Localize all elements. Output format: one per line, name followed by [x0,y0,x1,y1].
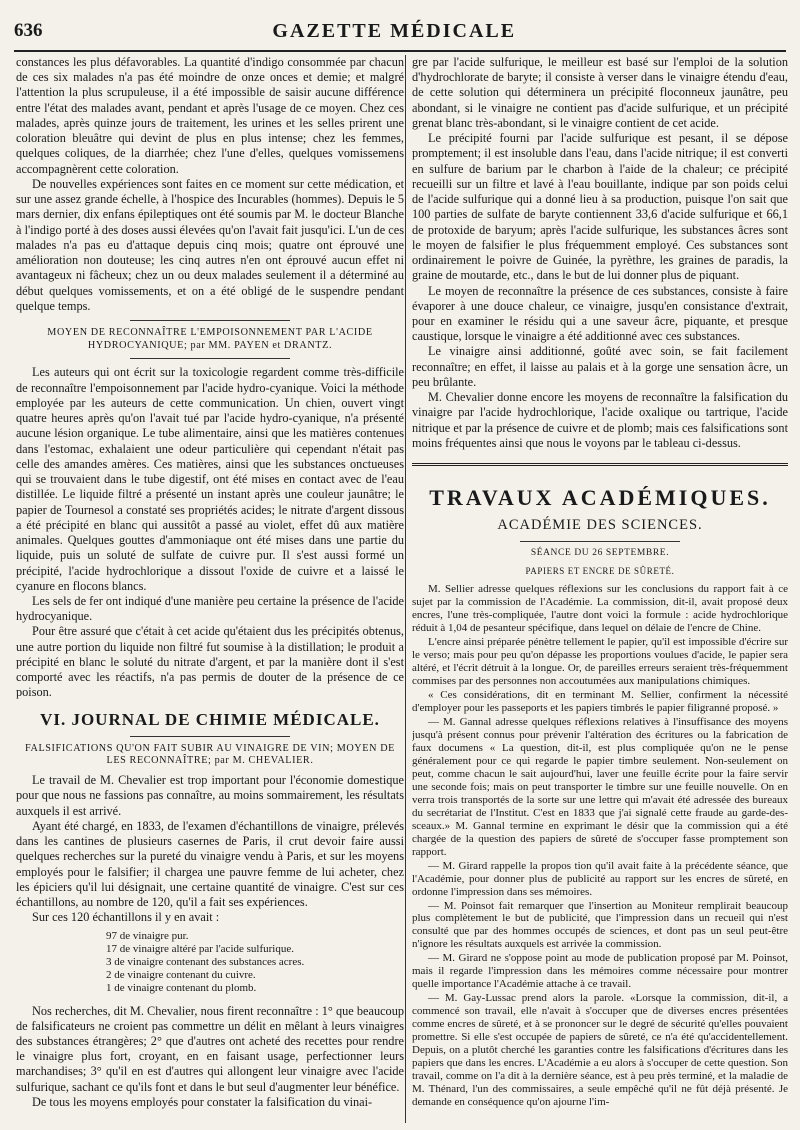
divider [130,736,290,737]
paragraph: — M. Gay-Lussac prend alors la parole. «Lorsque la commission, dit-il, a commencé son travail, elle n'avait à s'occuper que de diverses encres présentées comme encres de sûreté, et à se prononcer sur le degré de sécurité qu'elles pouvaient promettre. Si elle s'est occupée de papiers de sûreté, ce n'a été qu'accidentellement. Depuis, on a plutôt cherché les garanties contre les falsifications d'écritures dans les papiers que dans les encres. L'Académie a eu alors à s'occuper de cette question. Son travail, comme on l'a dit à la dernière séance, est à peu près terminé, et la maladie de M. Thénard, l'un des commissaires, a seule empêché qu'il ne fût déjà présenté. Je demande en conséquence qu'on ajourne l'im- [412,992,788,1109]
paragraph: — M. Girard ne s'oppose point au mode de publication proposé par M. Poinsot, mais il regarde l'impression dans les mémoires comme nécessaire pour montrer quelle importance l'Académie attache à ce travail. [412,952,788,991]
list-item: 17 de vinaigre altéré par l'acide sulfurique. [106,942,294,955]
page-header [14,14,786,48]
paragraph: Pour être assuré que c'était à cet acide qu'étaient dus les précipités obtenus, une autre portion du liquide non filtré fut soumise à la distillation; le produit a précipité en blanc le soluté du nitrate d'argent, et par la manière dont il s'est comporté avec les réactifs, n'a pas permis de douter de la présence de ce poison. [16,624,404,700]
session-date: SÉANCE DU 26 SEPTEMBRE. [530,548,670,559]
list-item: 1 de vinaigre contenant du plomb. [106,982,257,995]
paragraph: « Ces considérations, dit en terminant M. Sellier, confirment la nécessité d'employer pour les passeports et les papiers timbrés le papier filigranné proposé. » [412,689,788,714]
divider [520,541,680,542]
journal-title: GAZETTE MÉDICALE [272,19,517,42]
list-item: 3 de vinaigre contenant des substances acres. [106,955,305,968]
paragraph: gre par l'acide sulfurique, le meilleur est basé sur l'emploi de la solution d'hydrochlorate de baryte; il consiste à verser dans le vinaigre étendu d'eau, de cette solution qui déterminera un précipité floconneux jaunâtre, peu abondant, si le vinaigre ne contient pas d'acide sulfurique, et un précipité grenat blanc très-abondant, si le vinaigre contient de cet acide. [412,55,788,130]
section-heading: VI. JOURNAL DE CHIMIE MÉDICALE. [40,709,380,729]
academie-report [412,583,788,1109]
paragraph: De nouvelles expériences sont faites en ce moment sur cette médication, et sur une assez grande échelle, à l'hospice des Incurables (hommes). Depuis le 5 mars dernier, dix enfans épileptiques ont été soumis par M. le docteur Blanche à l'indigo porté à des doses aussi élevées qu'on l'avait fait jusqu'ici. L'un de ces malades n'a pas eu d'attaque depuis cinq mois; quatre ont éprouvé une amélioration non douteuse; les cinq autres n'en ont éprouvé aucun effet ni avantageux ni fâcheux; chez un ou deux malades seulement il a déterminé au début quelques vomissements, et on a été obligé de le suspendre pendant quelque temps. [16,176,404,313]
paragraph: — M. Gannal adresse quelques réflexions relatives à l'insuffisance des moyens jusqu'à présent connus pour prévenir l'altération des écritures ou la fabrication de faux documens « La question, dit-il, est plus compliquée qu'on ne le pense généralement pour ce qui regarde le papier timbre seulement. Non-seulement on peut, comme chacun le sait aujourd'hui, laver une feuille écrite pour la faire servir une seconde fois; mais on peut transporter le timbre sur une feuille nouvelle. On en verra trois transportés de la sorte sur une lettre qui m'avait été adressée des bureaux du secrétariat de l'Institut. C'est en 1833 que j'ai signalé cette fraude au garde-des-sceaux.» M. Gannal termine en exprimant le désir que la commission qui a été chargée de la question des papiers de sûreté de s'occuper fasse promptement son rapport. [412,715,788,858]
paragraph: — M. Poinsot fait remarquer que l'insertion au Moniteur remplirait beaucoup plus complètement le but de publicité, que l'impression dans un recueil qui n'est consulté que par des hommes occupés de sciences, et dont pas un seul peut-être n'ignore les résultats auxquels est arrivée la commission. [412,899,788,951]
topic-heading: PAPIERS ET ENCRE DE SÛRETÉ. [525,566,675,577]
paragraph: Les sels de fer ont indiqué d'une manière peu certaine la présence de l'acide hydrocyanique. [16,594,404,624]
double-divider [412,463,788,466]
list-item: 2 de vinaigre contenant du cuivre. [106,969,256,982]
header-rule [14,50,786,52]
paragraph: Le moyen de reconnaître la présence de ces substances, consiste à faire évaporer à une douce chaleur, ce vinaigre, jusqu'en consistance d'extrait, pour en examiner le résidu qui a une saveur âcre, piquante, et presque caustique, lorsque le vinaigre a été additionné avec ces substances. [412,283,788,344]
list-item: 97 de vinaigre pur. [106,929,189,942]
divider [130,320,290,321]
left-column [16,55,404,1123]
paragraph: M. Sellier adresse quelques réflexions sur les conclusions du rapport fait à ce sujet par la commission de l'Académie. La commission, dit-il, avait proposé deux encres, l'une très-compliquée, l'autre dont voici la formule : acide hydrochlorique réduit à 1,04 de pesanteur spécifique, dans lequel on délaie de l'encre de Chine. [412,583,788,635]
paragraph: Les auteurs qui ont écrit sur la toxicologie regardent comme très-difficile de reconnaître l'empoisonnement par l'acide hydro-cyanique. Voici la méthode employée par les auteurs de cette communication. Un chien, ouvert vingt quatre heures après qu'on l'avait tué par l'acide hydro-cyanique, n'a présenté aucune lésion organique. Le tube alimentaire, ainsi que les matières contenues dans l'estomac, exhalaient une odeur particulière qui cependant n'était pas celle des amandes amères. Ces matières, ainsi que les substances onctueuses qui se trouvaient dans le tube digestif, ont été mises en contact avec de l'eau distillée. Le liquide filtré a présenté un instant après une couleur jaunâtre; le papier de Tournesol a constaté ses propriétés acides; le nitrate d'argent dissous a été précipité en blanc qui aussitôt a passé au violet, effet dû aux matière animales. Quelques gouttes d'ammoniaque ont été mises dans une partie du liquide, puis un soluté de sulfate de cuivre pur. Il s'est aussi formé un précipité, l'acide hydrochlorique a dissout l'oxide de cuivre et a laissé le cyanure en flocons blancs. [16,365,404,593]
column-divider [405,55,406,1123]
article-title: FALSIFICATIONS QU'ON FAIT SUBIR AU VINAIGRE DE VIN; MOYEN DE LES RECONNAÎTRE; par M. CHEVALIER. [25,742,395,767]
paragraph: Ayant été chargé, en 1833, de l'examen d'échantillons de vinaigre, prélevés dans les cantines de plusieurs casernes de Paris, il crut devoir faire aussi quelques recherches sur la pureté du vinaigre vendu à Paris, et sur les moyens employés pour le falsifier; il chargea une pauvre femme de lui acheter, chez les épiciers qu'il lui désignait, une certaine quantité de vinaigre. C'est sur ces échantillons, au nombre de 120, qu'il a fait ses expériences. [16,818,404,910]
paragraph: Le précipité fourni par l'acide sulfurique est pesant, il se dépose promptement; il est insoluble dans l'eau, dans l'acide nitrique; il est converti en sulfure de barium par le charbon à l'aide de la chaleur; ce précipité recueilli sur un filtre et lavé à l'eau bouillante, indique par son poids celui de l'acide sulfurique qui a donné lieu à sa production, puisque l'on sait que 100 parties de sulfate de baryte contiennent 33,6 d'acide sulfurique et 66,1 de protoxide de baryum; après l'acide sulfurique, les substances âcres sont le moyen de falsifier le plus fréquemment employé. Ces substances sont ordinairement le poivre de Guinée, la pyrèthre, les graines de paradis, la graine de moutarde, etc., dans le but de lui donner plus de piquant. [412,131,788,283]
paragraph: — M. Girard rappelle la propos tion qu'il avait faite à la précédente séance, que l'Académie, pour donner plus de publicité au rapport sur les encres de sûreté, en ordonne l'impression dans ses mémoires. [412,859,788,898]
paragraph: M. Chevalier donne encore les moyens de reconnaître la falsification du vinaigre par l'acide hydrochlorique, l'acide oxalique ou tartrique, l'acide nitrique et par la présence de cuivre et de plomb; mais ces falsifications sont moins fréquentes ainsi que nous le voyons par le tableau ci-dessus. [412,390,788,450]
paragraph: L'encre ainsi préparée pénètre tellement le papier, qu'il est impossible d'écrire sur le verso; mais pour peu qu'on dépasse les proportions voulues d'acide, le papier sera altéré, et l'écrit détruit à la longue. Or, de pareilles erreurs seraient très-fréquemment commises par des personnes non accoutumées aux manipulations chimiques. [412,636,788,688]
paragraph: constances les plus défavorables. La quantité d'indigo consommée par chacun de ces six malades n'a pas été moindre de onze onces et demie; et malgré l'attention la plus scrupuleuse, il a été impossible de saisir aucune différence entre l'état des malades avant, pendant et après l'usage de ce moyen. Chez ces malades, après quinze jours de traitement, les urines et les selles prirent une coloration bleuâtre qui devint de plus en plus intense; chez les femmes, quelques coliques, de la diarrhée; chez l'une d'elles, quelques vomissemens accompagnèrent cette coloration. [16,55,404,176]
paragraph: Le travail de M. Chevalier est trop important pour l'économie domestique pour que nous ne fassions pas connaître, au moins sommairement, les résultats auxquels il est arrivé. [16,773,404,818]
paragraph: De tous les moyens employés pour constater la falsification du vinai- [32,1094,373,1109]
section-heading: TRAVAUX ACADÉMIQUES. [429,485,771,511]
right-column [412,55,788,1123]
paragraph: Nos recherches, dit M. Chevalier, nous firent reconnaître : 1° que beaucoup de falsificateurs ne croient pas commettre un délit en mêlant à leurs vinaigres des substances étrangères; 2° que d'autres ont acheté des recettes pour rendre le vinaigre plus fort, croyant, en en faisant usage, perfectionner leurs marchandises; 3° qu'il en est d'autres qui allongent leur vinaigre avec l'acide sulfurique, sachant ce qu'ils font et dans le but seul d'augmenter leur bénéfice. [16,1003,404,1094]
divider [130,358,290,359]
paragraph: Le vinaigre ainsi additionné, goûté avec soin, se fait facilement reconnaître; en effet, il laisse au palais et à la gorge une sensation âcre, un peu brûlante. [412,344,788,389]
paragraph: Sur ces 120 échantillons il y en avait : [32,910,220,925]
sample-list [106,930,404,996]
page-number: 636 [14,20,43,41]
subsection-heading: ACADÉMIE DES SCIENCES. [497,517,703,534]
article-title: MOYEN DE RECONNAÎTRE L'EMPOISONNEMENT PAR L'ACIDE HYDROCYANIQUE; par MM. PAYEN et DRANTZ. [47,326,373,351]
